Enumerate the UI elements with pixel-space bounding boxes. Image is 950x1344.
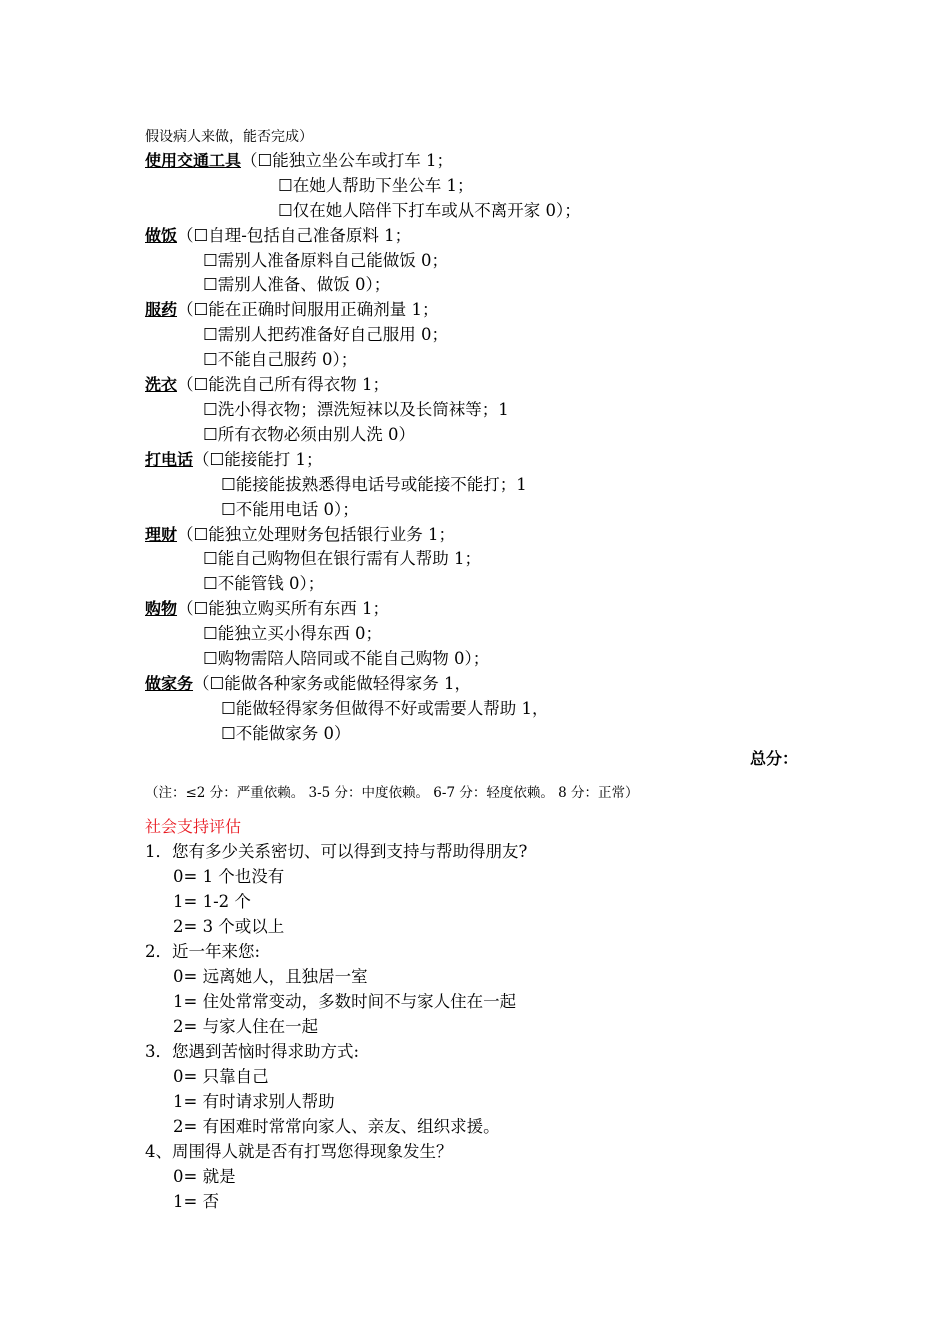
scoring-note: （注：≤2 分：严重依赖。 3-5 分：中度依赖。 6-7 分：轻度依赖。 8 分：正常） (145, 785, 639, 801)
option[interactable]: ☐能做轻得家务但做得不好或需要人帮助 1， (221, 699, 549, 718)
answer[interactable]: 2= 有困难时常常向家人、亲友、组织求援。 (173, 1117, 500, 1136)
open-paren: （ (177, 375, 194, 394)
item-label: 理财 (145, 525, 178, 544)
open-paren: （ (177, 599, 194, 618)
question: 2．近一年来您: (145, 942, 261, 961)
item-label: 做饭 (145, 226, 178, 245)
option[interactable]: ☐能接能打 1； (209, 450, 323, 469)
option[interactable]: ☐能接能拔熟悉得电话号或能接不能打；1 (221, 475, 527, 494)
option[interactable]: ☐购物需陪人陪同或不能自己购物 0）； (203, 649, 490, 668)
option[interactable]: ☐仅在她人陪伴下打车或从不离开家 0）； (278, 201, 581, 220)
answer[interactable]: 1= 1-2 个 (173, 892, 251, 911)
open-paren: （ (193, 674, 210, 693)
open-paren: （ (177, 300, 194, 319)
adl-item-medication (145, 298, 439, 322)
option[interactable]: ☐不能管钱 0）； (203, 574, 325, 593)
option[interactable]: ☐需别人把药准备好自己服用 0； (203, 325, 449, 344)
option[interactable]: ☐需别人准备原料自己能做饭 0； (203, 251, 449, 270)
answer[interactable]: 0= 1 个也没有 (173, 867, 285, 886)
option[interactable]: ☐在她人帮助下坐公车 1； (278, 176, 474, 195)
total-score-label: 总分： (749, 749, 798, 768)
answer[interactable]: 2= 与家人住在一起 (173, 1017, 319, 1036)
adl-item-laundry (145, 373, 389, 397)
option[interactable]: ☐洗小得衣物；漂洗短袜以及长筒袜等；1 (203, 400, 509, 419)
answer[interactable]: 1= 住处常常变动，多数时间不与家人住在一起 (173, 992, 517, 1011)
option[interactable]: ☐能在正确时间服用正确剂量 1； (193, 300, 439, 319)
adl-item-housework (145, 672, 471, 696)
item-label: 做家务 (145, 674, 194, 693)
item-label: 打电话 (145, 450, 194, 469)
answer[interactable]: 0= 远离她人，且独居一室 (173, 967, 368, 986)
option[interactable]: ☐能自己购物但在银行需有人帮助 1； (203, 549, 482, 568)
option[interactable]: ☐不能做家务 0） (221, 724, 351, 743)
adl-item-finance (145, 523, 455, 547)
open-paren: （ (193, 450, 210, 469)
option[interactable]: ☐不能用电话 0）； (221, 500, 359, 519)
option[interactable]: ☐需别人准备、做饭 0）； (203, 275, 391, 294)
question: 1．您有多少关系密切、可以得到支持与帮助得朋友? (145, 842, 528, 861)
option[interactable]: ☐不能自己服药 0）； (203, 350, 358, 369)
item-label: 购物 (145, 599, 178, 618)
question: 3．您遇到苦恼时得求助方式: (145, 1042, 360, 1061)
adl-item-shopping (145, 597, 389, 621)
option[interactable]: ☐能独立处理财务包括银行业务 1； (193, 525, 456, 544)
option[interactable]: ☐能独立买小得东西 0； (203, 624, 383, 643)
item-label: 使用交通工具 (145, 151, 242, 170)
answer[interactable]: 0= 就是 (173, 1167, 236, 1186)
option[interactable]: ☐能独立坐公车或打车 1； (257, 151, 454, 170)
open-paren: （ (177, 525, 194, 544)
option[interactable]: ☐所有衣物必须由别人洗 0） (203, 425, 416, 444)
open-paren: （ (241, 151, 258, 170)
section-title: 社会支持评估 (145, 817, 242, 836)
answer[interactable]: 0= 只靠自己 (173, 1067, 269, 1086)
intro-text: 假设病人来做，能否完成） (145, 129, 313, 145)
answer[interactable]: 1= 否 (173, 1192, 220, 1211)
option[interactable]: ☐能做各种家务或能做轻得家务 1， (209, 674, 472, 693)
question: 4、周围得人就是否有打骂您得现象发生？ (145, 1142, 453, 1161)
answer[interactable]: 2= 3 个或以上 (173, 917, 285, 936)
adl-item-transport (145, 149, 453, 173)
adl-item-telephone (145, 448, 323, 472)
option[interactable]: ☐能独立购买所有东西 1； (193, 599, 390, 618)
adl-item-cooking (145, 224, 411, 248)
open-paren: （ (177, 226, 194, 245)
option[interactable]: ☐能洗自己所有得衣物 1； (193, 375, 390, 394)
item-label: 服药 (145, 300, 178, 319)
option[interactable]: ☐自理-包括自己准备原料 1； (193, 226, 412, 245)
answer[interactable]: 1= 有时请求别人帮助 (173, 1092, 335, 1111)
item-label: 洗衣 (145, 375, 178, 394)
